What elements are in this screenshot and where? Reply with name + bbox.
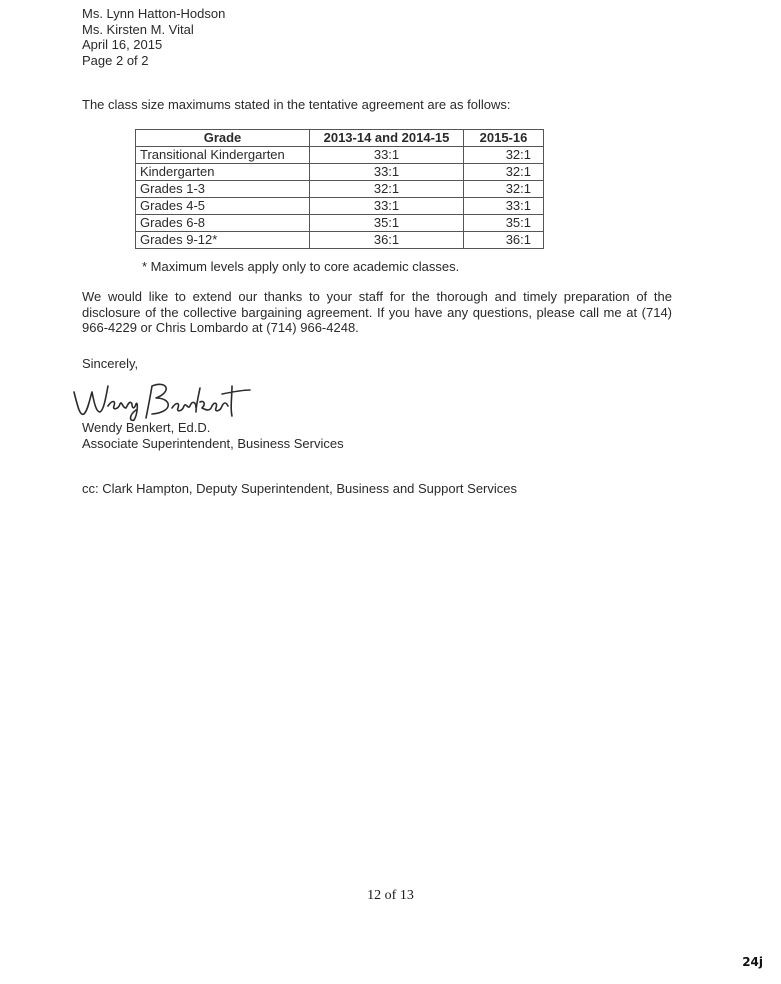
ratio-2015-16: 32:1 bbox=[464, 181, 544, 198]
ratio-2015-16: 33:1 bbox=[464, 198, 544, 215]
ratio-2015-16: 36:1 bbox=[464, 232, 544, 249]
grade-cell: Grades 1-3 bbox=[136, 181, 310, 198]
signer-block bbox=[82, 420, 344, 451]
closing: Sincerely, bbox=[82, 356, 139, 371]
recipient-1: Ms. Lynn Hatton-Hodson bbox=[82, 6, 226, 21]
ratio-2015-16: 32:1 bbox=[464, 147, 544, 164]
table-header-row bbox=[136, 130, 544, 147]
class-size-table-wrap bbox=[135, 129, 544, 249]
ratio-2013-15: 36:1 bbox=[310, 232, 464, 249]
ratio-2015-16: 35:1 bbox=[464, 215, 544, 232]
signature-image bbox=[72, 378, 252, 423]
signer-title: Associate Superintendent, Business Services bbox=[82, 435, 344, 451]
grade-cell: Kindergarten bbox=[136, 164, 310, 181]
intro-paragraph: The class size maximums stated in the tentative agreement are as follows: bbox=[82, 97, 511, 112]
table-row bbox=[136, 232, 544, 249]
grade-cell: Grades 4-5 bbox=[136, 198, 310, 215]
ratio-2013-15: 33:1 bbox=[310, 164, 464, 181]
grade-cell: Transitional Kindergarten bbox=[136, 147, 310, 164]
exhibit-mark: 24j bbox=[742, 955, 763, 969]
recipient-header bbox=[82, 6, 225, 68]
header-2013-15: 2013-14 and 2014-15 bbox=[310, 130, 464, 147]
ratio-2013-15: 35:1 bbox=[310, 215, 464, 232]
table-row bbox=[136, 198, 544, 215]
cc-line: cc: Clark Hampton, Deputy Superintendent, Business and Support Services bbox=[82, 481, 518, 496]
thanks-paragraph: We would like to extend our thanks to your staff for the thorough and timely preparation of the disclosure of the collective bargaining agreement. If you have any questions, please call me at (714) 966-4229 or Chris Lombardo at (714) 966-4248. bbox=[82, 289, 672, 335]
header-2015-16: 2015-16 bbox=[464, 130, 544, 147]
grade-cell: Grades 6-8 bbox=[136, 215, 310, 232]
ratio-2013-15: 32:1 bbox=[310, 181, 464, 198]
letter-date: April 16, 2015 bbox=[82, 37, 163, 52]
table-row bbox=[136, 164, 544, 181]
table-footnote: * Maximum levels apply only to core academic classes. bbox=[142, 259, 460, 274]
table-row bbox=[136, 147, 544, 164]
ratio-2013-15: 33:1 bbox=[310, 147, 464, 164]
header-grade: Grade bbox=[136, 130, 310, 147]
class-size-table bbox=[135, 129, 544, 249]
page-number: 12 of 13 bbox=[367, 888, 414, 903]
recipient-2: Ms. Kirsten M. Vital bbox=[82, 21, 194, 37]
ratio-2015-16: 32:1 bbox=[464, 164, 544, 181]
signer-name: Wendy Benkert, Ed.D. bbox=[82, 420, 211, 435]
table-row bbox=[136, 215, 544, 232]
ratio-2013-15: 33:1 bbox=[310, 198, 464, 215]
table-row bbox=[136, 181, 544, 198]
grade-cell: Grades 9-12* bbox=[136, 232, 310, 249]
page-indicator: Page 2 of 2 bbox=[82, 52, 149, 68]
